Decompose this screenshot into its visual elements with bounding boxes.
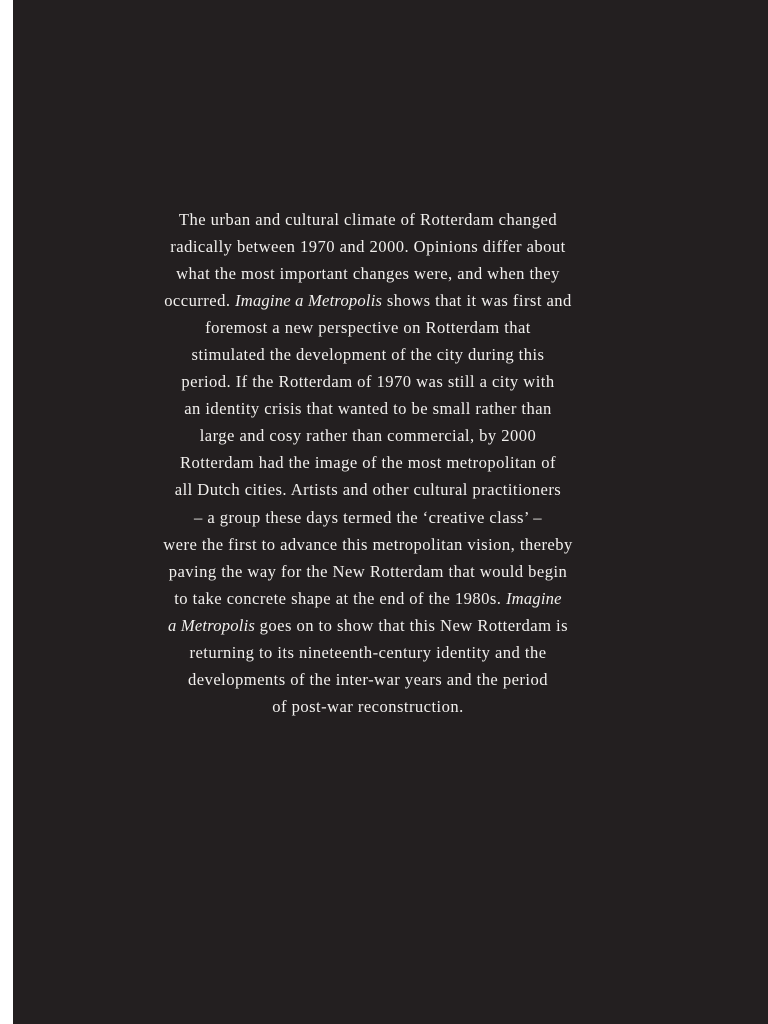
- back-cover-page: [13, 0, 768, 1024]
- book-title-italic: Imagine a Metropolis: [235, 291, 383, 311]
- blurb-line: radically between 1970 and 2000. Opinions differ about: [170, 237, 566, 257]
- blurb-line: [118, 287, 618, 314]
- book-title-italic: a Metropolis: [167, 615, 256, 635]
- blurb-line: Rotterdam had the image of the most metropolitan of: [180, 453, 556, 473]
- blurb-line: were the first to advance this metropolitan vision, thereby: [163, 534, 573, 554]
- blurb-line: returning to its nineteenth-century identity and the: [189, 642, 547, 662]
- blurb-text: [118, 206, 618, 720]
- blurb-line: of post-war reconstruction.: [272, 696, 464, 716]
- blurb-text-segment: goes on to show that this New Rotterdam is: [255, 615, 568, 635]
- book-title-italic: Imagine: [505, 588, 562, 608]
- blurb-text-segment: shows that it was first and: [382, 291, 572, 311]
- blurb-line: an identity crisis that wanted to be small rather than: [184, 399, 552, 419]
- blurb-line: all Dutch cities. Artists and other cultural practitioners: [174, 480, 562, 500]
- blurb-line: period. If the Rotterdam of 1970 was still a city with: [181, 372, 555, 392]
- blurb-text-segment: occurred.: [164, 291, 236, 311]
- blurb-line: [118, 585, 618, 612]
- blurb-line: large and cosy rather than commercial, by 2000: [199, 426, 537, 446]
- blurb-line: [118, 612, 618, 639]
- blurb-line: paving the way for the New Rotterdam that would begin: [168, 561, 568, 581]
- blurb-text-segment: to take concrete shape at the end of the 1980s.: [174, 588, 506, 608]
- blurb-line: The urban and cultural climate of Rotterdam changed: [178, 210, 558, 229]
- blurb-line: stimulated the development of the city during this: [191, 345, 545, 365]
- blurb-line: – a group these days termed the ‘creative class’ –: [194, 507, 542, 527]
- blurb-line: foremost a new perspective on Rotterdam that: [205, 318, 531, 338]
- blurb-line: developments of the inter-war years and the period: [188, 669, 548, 689]
- blurb-line: what the most important changes were, and when they: [176, 264, 560, 284]
